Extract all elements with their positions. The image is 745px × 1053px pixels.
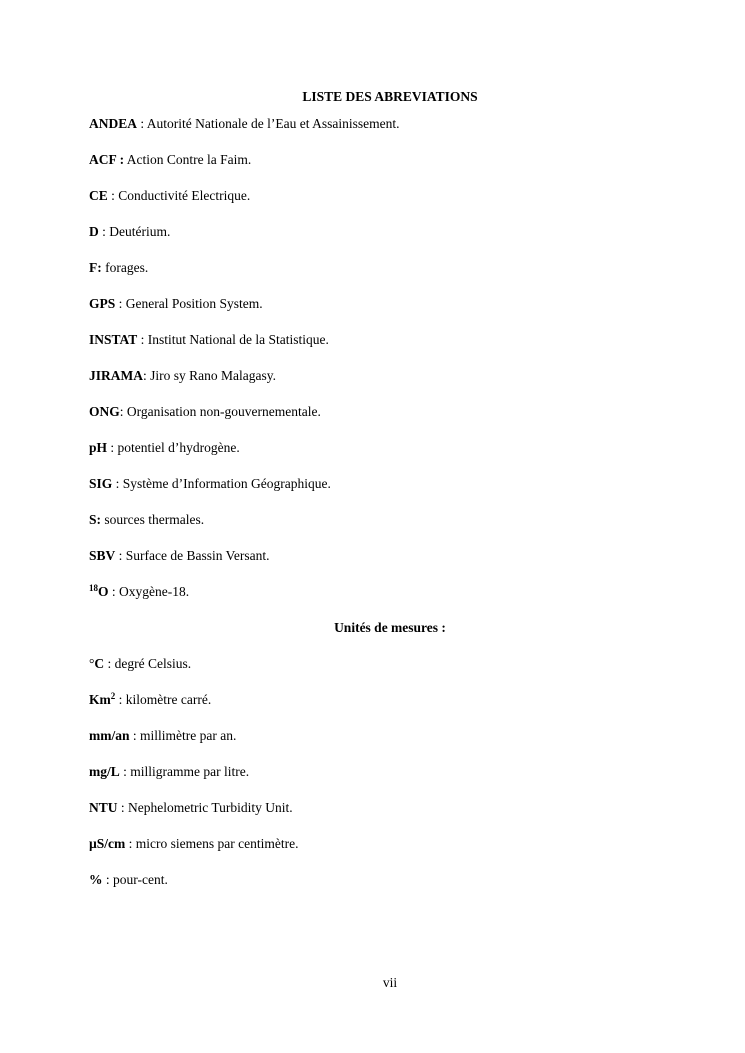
separator: : (137, 332, 148, 347)
abbreviation-definition: Deutérium. (109, 224, 171, 239)
abbreviation-entry (89, 296, 691, 332)
abbreviation-term: INSTAT (89, 332, 138, 347)
degree-prefix: ° (89, 656, 95, 671)
abbreviation-definition: Institut National de la Statistique. (147, 332, 329, 347)
separator: : (119, 764, 131, 779)
unit-definition: micro siemens par centimètre. (135, 836, 299, 851)
abbreviation-definition: Oxygène-18. (119, 584, 190, 599)
separator: : (107, 440, 118, 455)
abbreviation-definition: Système d’Information Géographique. (122, 476, 331, 491)
unit-term: % (89, 872, 103, 887)
unit-definition: milligramme par litre. (130, 764, 250, 779)
separator: : (125, 836, 136, 851)
abbreviation-definition: Organisation non-gouvernementale. (126, 404, 321, 419)
abbreviation-definition: Surface de Bassin Versant. (125, 548, 270, 563)
abbreviation-entry (89, 548, 691, 584)
separator: : (129, 728, 141, 743)
abbreviation-entry (89, 152, 691, 188)
abbreviation-definition: Conductivité Electrique. (118, 188, 251, 203)
abbreviation-term: F: (89, 260, 102, 275)
abbreviation-entry (89, 476, 691, 512)
unit-term: mg/L (89, 764, 120, 779)
page-title: LISTE DES ABREVIATIONS (302, 89, 478, 104)
separator: : (119, 404, 127, 419)
unit-entry-mm (89, 728, 691, 764)
abbreviation-definition: sources thermales. (104, 512, 205, 527)
unit-superscript: 2 (110, 691, 116, 701)
unit-term: C (94, 656, 105, 671)
unit-entry-ntu (89, 800, 691, 836)
abbreviation-entry (89, 224, 691, 260)
abbreviation-term: GPS (89, 296, 116, 311)
separator: : (102, 872, 114, 887)
abbreviation-definition: General Position System. (125, 296, 263, 311)
abbreviation-entry (89, 368, 691, 404)
unit-definition: pour-cent. (113, 872, 168, 887)
unit-term: mm/an (89, 728, 130, 743)
separator: : (107, 188, 119, 203)
unit-definition: kilomètre carré. (125, 692, 212, 707)
abbreviation-term: SBV (89, 548, 116, 563)
unit-term: Km (89, 692, 111, 707)
unit-entry-km2 (89, 692, 691, 728)
isotope-superscript: 18 (89, 583, 98, 593)
unit-entry-us (89, 836, 691, 872)
abbreviation-term: D (89, 224, 99, 239)
abbreviation-entry (89, 440, 691, 476)
unit-definition: millimètre par an. (140, 728, 237, 743)
abbreviation-definition: Action Contre la Faim. (126, 152, 252, 167)
abbreviation-entry (89, 512, 691, 548)
separator: : (117, 800, 129, 815)
separator: : (104, 656, 115, 671)
abbreviation-entry (89, 260, 691, 296)
separator: : (137, 116, 147, 131)
abbreviation-term: ONG (89, 404, 120, 419)
abbreviation-term: S: (89, 512, 102, 527)
abbreviation-term: CE (89, 188, 108, 203)
abbreviation-term: JIRAMA (89, 368, 143, 383)
abbreviation-definition: potentiel d’hydrogène. (117, 440, 240, 455)
abbreviation-entry (89, 332, 691, 368)
page-number: vii (382, 975, 398, 990)
separator: : (115, 296, 126, 311)
unit-term: NTU (89, 800, 118, 815)
abbreviation-entry-oxygen (89, 584, 691, 620)
unit-term: µS/cm (89, 836, 126, 851)
abbreviation-entry (89, 188, 691, 224)
abbreviation-term: SIG (89, 476, 113, 491)
abbreviation-term: ACF : (89, 152, 125, 167)
abbreviation-term: pH (89, 440, 108, 455)
abbreviation-entry (89, 404, 691, 440)
abbreviation-term: O (98, 584, 109, 599)
abbreviation-definition: Autorité Nationale de l’Eau et Assainissement. (146, 116, 400, 131)
abbreviation-list (89, 116, 691, 908)
unit-entry-mg (89, 764, 691, 800)
separator: : (98, 224, 110, 239)
abbreviation-term: ANDEA (89, 116, 138, 131)
abbreviation-definition: Jiro sy Rano Malagasy. (150, 368, 276, 383)
abbreviation-entry (89, 116, 691, 152)
unit-entry-celsius (89, 656, 691, 692)
separator: : (108, 584, 120, 599)
separator: : (112, 476, 123, 491)
unit-definition: Nephelometric Turbidity Unit. (128, 800, 293, 815)
separator: : (115, 548, 126, 563)
unit-entry-pct (89, 872, 691, 908)
separator: : (115, 692, 126, 707)
abbreviation-definition: forages. (105, 260, 149, 275)
separator: : (143, 368, 151, 383)
units-heading: Unités de mesures : (334, 620, 446, 635)
unit-definition: degré Celsius. (114, 656, 192, 671)
